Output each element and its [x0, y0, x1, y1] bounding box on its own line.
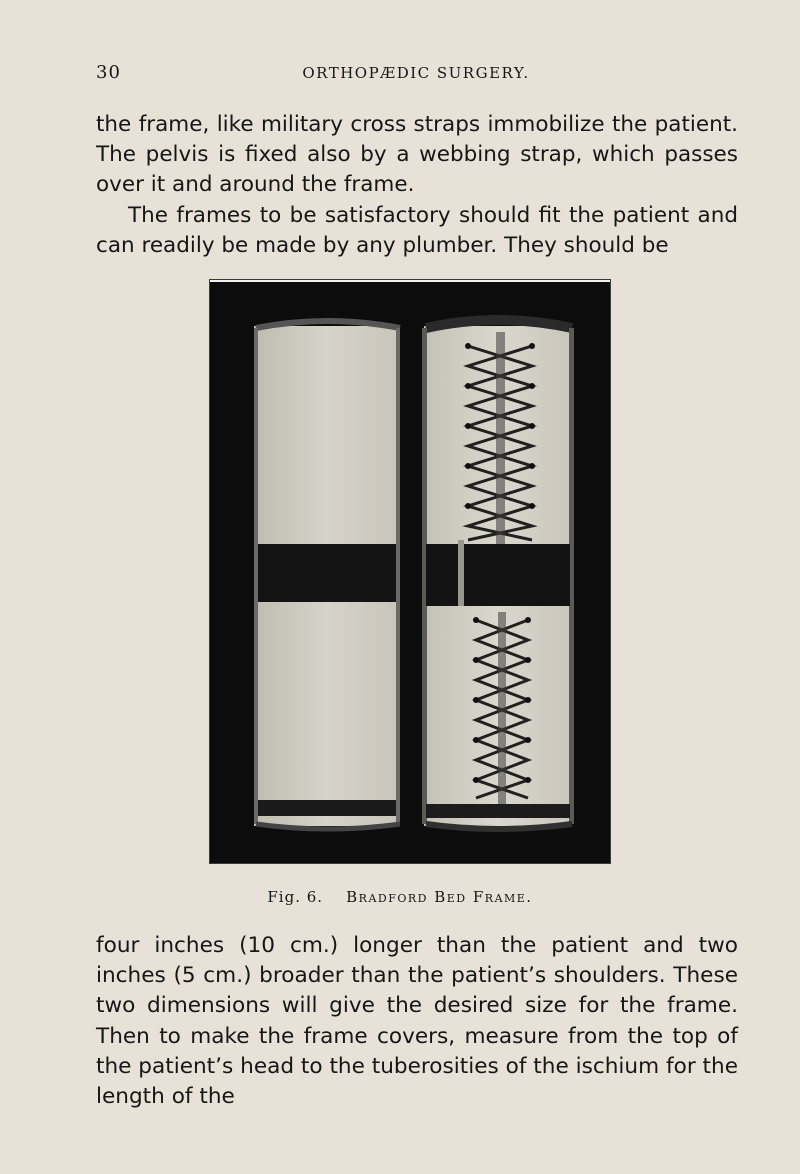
figure-caption	[0, 888, 800, 906]
paragraph-continued: the frame, like military cross straps immobilize the patient. The pelvis is fixed also by a webbing strap, which passes over it and around the frame.	[96, 112, 738, 198]
left-frame-cover	[254, 321, 400, 829]
paragraph-frames: The frames to be satisfactory should fit the patient and can readily be made by any plumber. They should be	[96, 202, 738, 258]
right-frame-laced	[422, 320, 574, 829]
right-pelvis-strap	[426, 544, 570, 606]
figure-title: Bradford Bed Frame.	[346, 888, 533, 906]
body-text-bottom	[96, 931, 738, 1112]
left-pelvis-strap	[258, 544, 396, 602]
figure-photograph	[210, 280, 610, 863]
body-text-top	[96, 110, 738, 261]
paragraph-dimensions: four inches (10 cm.) longer than the patient and two inches (5 cm.) broader than the patient’s shoulders. These two dimensions will give the desired size for the frame. Then to make the frame covers, measure from the top of the patient’s head to the tuberosities of the ischium for the length of the	[96, 933, 738, 1110]
bradford-frame-photo	[210, 282, 610, 863]
running-head	[96, 60, 736, 86]
figure-number: Fig. 6.	[267, 888, 324, 906]
running-title: ORTHOPÆDIC SURGERY.	[302, 64, 530, 82]
page-number: 30	[96, 62, 121, 83]
